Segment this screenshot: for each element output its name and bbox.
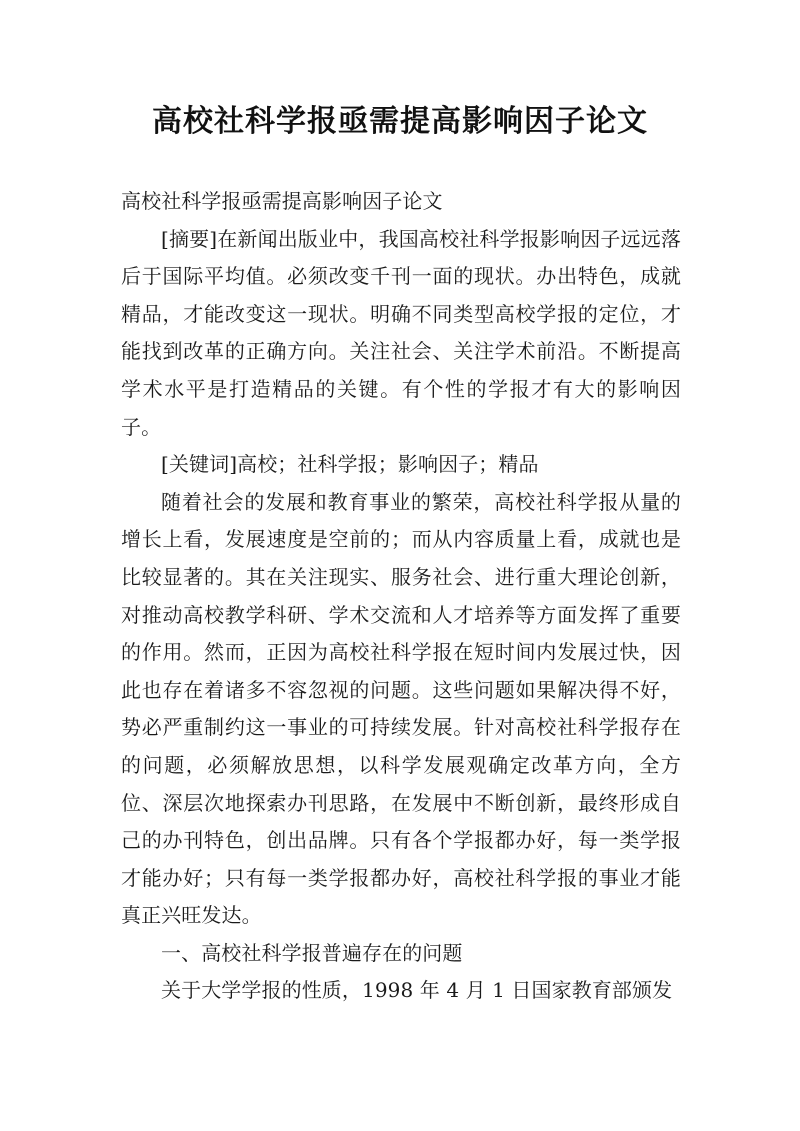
body-paragraph: 关于大学学报的性质，1998 年 4 月 1 日国家教育部颁发 (161, 978, 673, 1003)
section-heading: 一、高校社科学报普遍存在的问题 (161, 940, 463, 965)
abstract-paragraph: [摘要]在新闻出版业中，我国高校社科学报影响因子远远落后于国际平均值。必须改变千刊一面的现状。办出特色，成就精品，才能改变这一现状。明确不同类型高校学报的定位，才能找到改革的正确方向。关注社会、关注学术前沿。不断提高学术水平是打造精品的关键。有个性的学报才有大的影响因子。 (121, 226, 681, 439)
keywords-paragraph: [关键词]高校；社科学报；影响因子；精品 (161, 452, 539, 477)
body-paragraph: 随着社会的发展和教育事业的繁荣，高校社科学报从量的增长上看，发展速度是空前的；而从内容质量上看，成就也是比较显著的。其在关注现实、服务社会、进行重大理论创新，对推动高校教学科研、学术交流和人才培养等方面发挥了重要的作用。然而，正因为高校社科学报在短时间内发展过快，因此也存在着诸多不容忽视的问题。这些问题如果解决得不好，势必严重制约这一事业的可持续发展。针对高校社科学报存在的问题，必须解放思想，以科学发展观确定改革方向，全方位、深层次地探索办刊思路，在发展中不断创新，最终形成自己的办刊特色，创出品牌。只有各个学报都办好，每一类学报才能办好；只有每一类学报都办好，高校社科学报的事业才能真正兴旺发达。 (121, 489, 681, 928)
document-title: 高校社科学报亟需提高影响因子论文 (152, 104, 648, 139)
document-body (121, 183, 681, 1010)
subtitle-paragraph: 高校社科学报亟需提高影响因子论文 (121, 189, 443, 213)
